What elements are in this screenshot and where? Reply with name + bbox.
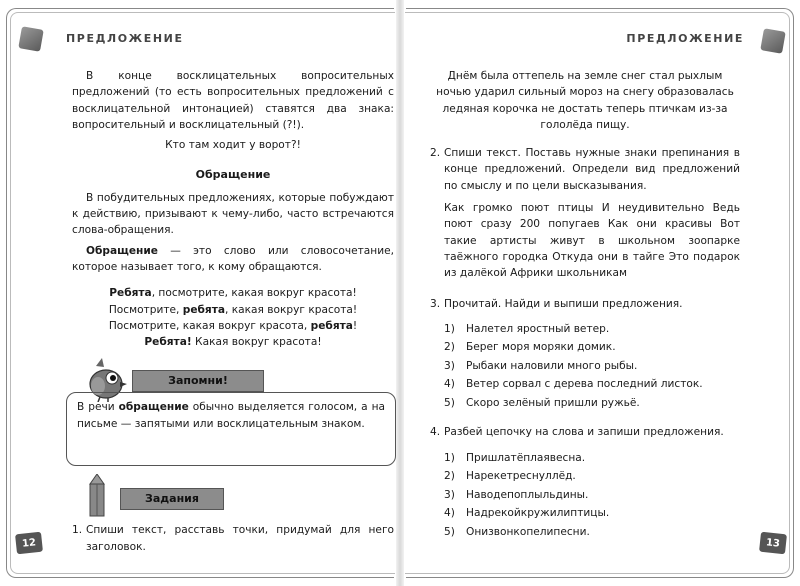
task-4-list	[430, 449, 740, 542]
list-item: 5) Скоро зелёный пришли ружьё.	[444, 396, 640, 409]
example-line: Ребята, посмотрите, какая вокруг красота!	[109, 287, 357, 300]
list-item: 1) Налетел яростный ветер.	[444, 322, 610, 335]
definition-term: Обращение	[86, 244, 158, 257]
definition-text: — это слово или словосочетание, которое называет того, к кому обращаются.	[72, 244, 394, 273]
example-line: Посмотрите, какая вокруг красота, ребята!	[108, 319, 358, 332]
task-instruction: Разбей цепочку на слова и запиши предложения.	[444, 426, 724, 439]
task-number: 3.	[430, 297, 441, 310]
intro-paragraph: В конце восклицательных вопросительных предложений (то есть вопросительных предложений с восклицательной интонацией) ставятся два знака: вопросительный и восклицательный (?!).	[72, 70, 394, 131]
list-item: 2) Берег моря моряки домик.	[444, 341, 616, 354]
list-item: 3) Наводепоплыльдины.	[444, 488, 589, 501]
tasks-label: Задания	[120, 488, 224, 510]
example-line: Ребята! Какая вокруг красота!	[144, 336, 322, 349]
remember-box	[66, 392, 396, 466]
task-2-text: Как громко поют птицы И неудивительно Ведь поют сразу 200 попугаев Как они красивы Вот такие артисты живут в школьном зоопарке таёжного городка Откуда они в тайге Это подарок из далёкой Африки школьникам	[444, 202, 740, 280]
task-1-text: Днём была оттепель на земле снег стал рыхлым ночью ударил сильный мороз на снегу образовалась ледяная корочка не достать теперь птичкам из-за гололёда пищу.	[436, 70, 734, 131]
list-item: 1) Пришлатёплаявесна.	[444, 451, 586, 464]
task-number: 2.	[430, 147, 441, 160]
remember-block	[72, 360, 394, 470]
list-item: 2) Нарекетреснуллёд.	[444, 470, 576, 483]
section-paragraph: В побудительных предложениях, которые побуждают к действию, призывают к чему-либо, часто встречаются слова-обращения.	[72, 191, 394, 237]
task-3-list	[430, 320, 740, 413]
task-4	[430, 424, 740, 440]
list-item: 4) Надрекойкружилиптицы.	[444, 507, 610, 520]
section-heading: Обращение	[195, 168, 271, 182]
page-number-left: 12	[15, 532, 43, 555]
task-instruction: Прочитай. Найди и выпиши предложения.	[444, 297, 683, 310]
corner-square-decoration	[760, 28, 785, 53]
running-head-right: ПРЕДЛОЖЕНИЕ	[626, 32, 744, 45]
list-item: 5) Онизвонкопелипесни.	[444, 525, 590, 538]
example-line: Посмотрите, ребята, какая вокруг красота!	[108, 303, 358, 316]
book-spine	[396, 0, 404, 586]
task-1	[72, 522, 394, 555]
list-item: 3) Рыбаки наловили много рыбы.	[444, 359, 638, 372]
task-number: 4.	[430, 426, 441, 439]
address-examples	[72, 285, 394, 350]
running-head-left: ПРЕДЛОЖЕНИЕ	[66, 32, 184, 45]
left-page-content	[72, 68, 394, 555]
tasks-header	[72, 476, 394, 518]
task-2	[430, 145, 740, 194]
remember-label: Запомни!	[132, 370, 264, 392]
intro-example: Кто там ходит у ворот?!	[165, 139, 301, 152]
remember-text: В речи обращение обычно выделяется голосом, а на письме — запятыми или восклицательным знаком.	[77, 401, 385, 430]
list-item: 4) Ветер сорвал с дерева последний листок.	[444, 378, 703, 391]
task-3	[430, 296, 740, 312]
page-number-right: 13	[759, 532, 787, 555]
pencil-icon	[86, 474, 108, 518]
task-number: 1.	[72, 524, 83, 537]
definition-paragraph	[72, 243, 394, 276]
task-text: Спиши текст, расставь точки, придумай для него заголовок.	[86, 524, 394, 553]
task-instruction: Спиши текст. Поставь нужные знаки препинания в конце предложений. Определи вид предложений по смыслу и по цели высказывания.	[444, 147, 740, 192]
corner-square-decoration	[18, 26, 43, 51]
task-2-body	[430, 200, 740, 281]
right-page-content	[430, 68, 740, 541]
